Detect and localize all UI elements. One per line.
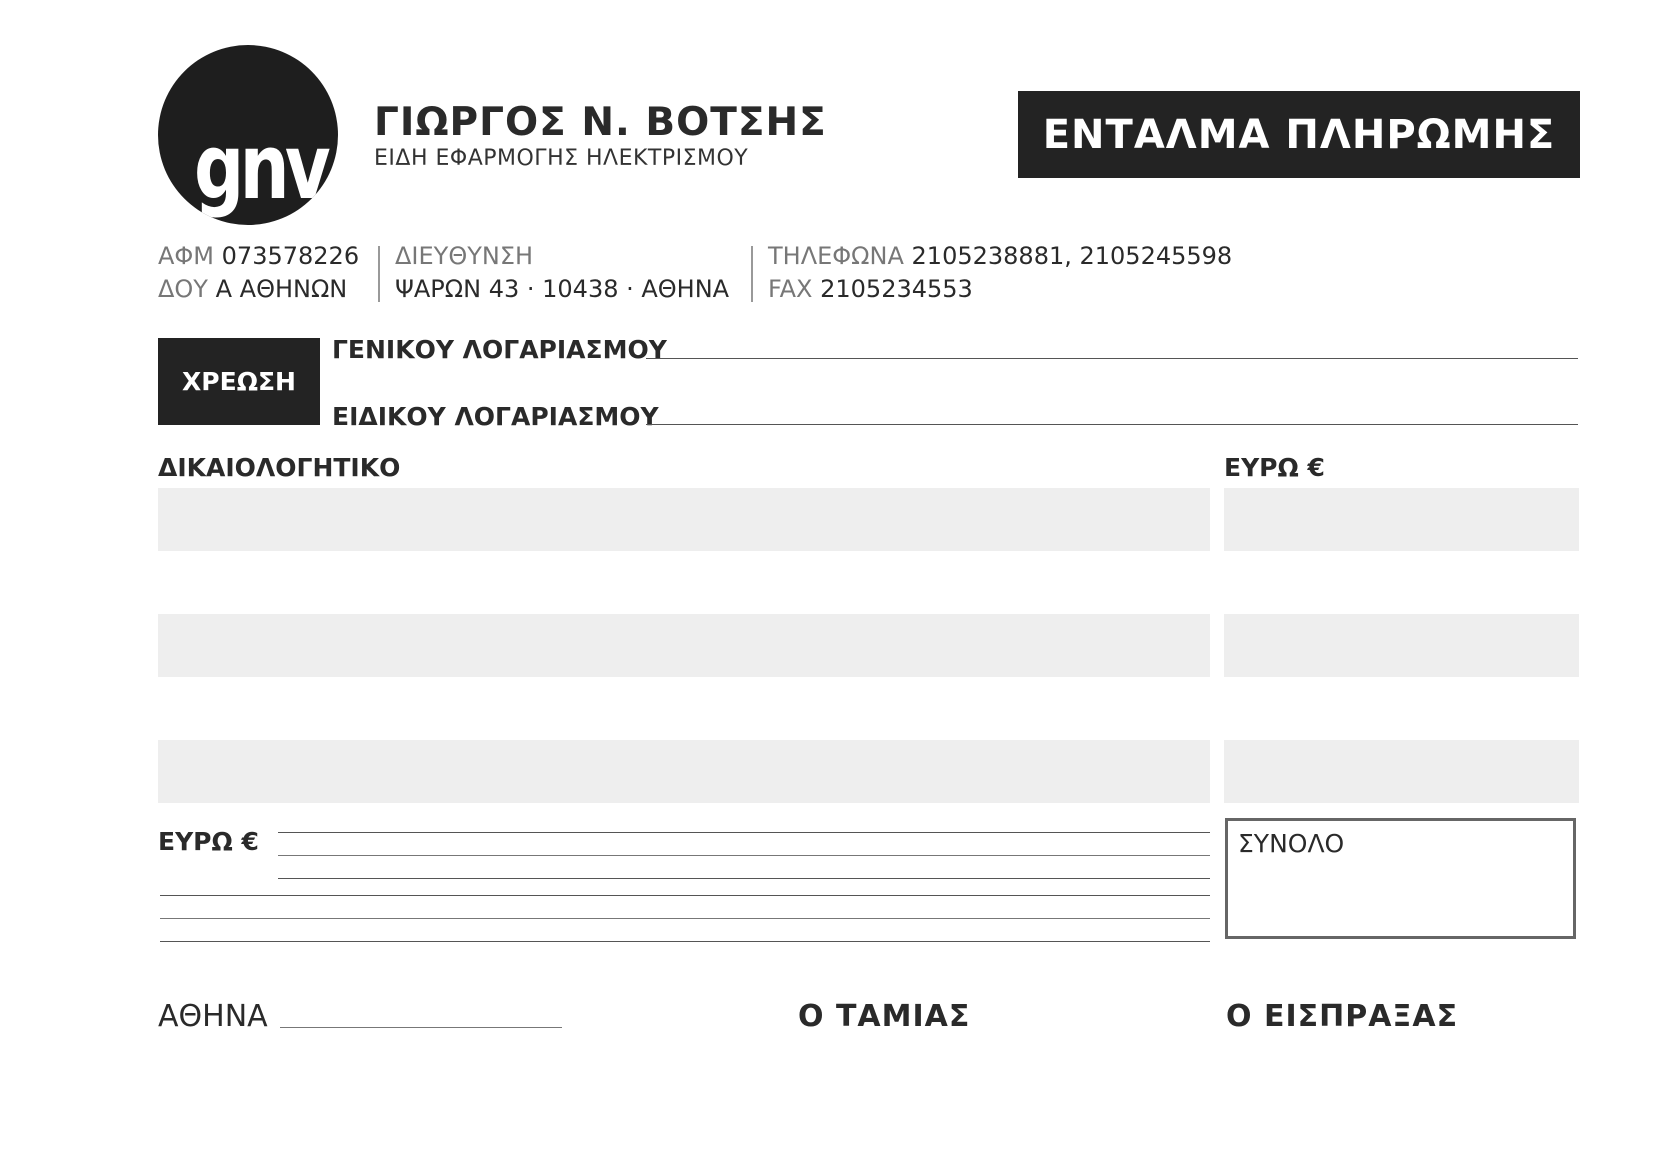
special-account-label: ΕΙΔΙΚΟΥ ΛΟΓΑΡΙΑΣΜΟΥ: [332, 402, 659, 431]
doy-label: ΔΟΥ: [158, 275, 208, 303]
info-divider: [751, 246, 753, 302]
document-cell[interactable]: [158, 614, 1210, 677]
amount-cell[interactable]: [1224, 740, 1579, 803]
phones-label: ΤΗΛΕΦΩΝΑ: [768, 242, 904, 270]
company-subtitle: ΕΙΔΗ ΕΦΑΡΜΟΓΗΣ ΗΛΕΚΤΡΙΣΜΟΥ: [374, 146, 749, 171]
amount-words-label: ΕΥΡΩ €: [158, 827, 259, 856]
tax-info: [158, 240, 359, 306]
company-logo: [158, 45, 338, 225]
special-account-line[interactable]: [646, 424, 1578, 425]
contact-info: [768, 240, 1232, 306]
company-name: ΓΙΩΡΓΟΣ Ν. ΒΟΤΣΗΣ: [374, 100, 827, 145]
amount-words-line[interactable]: [278, 878, 1210, 879]
amount-cell[interactable]: [1224, 488, 1579, 551]
amount-words-line[interactable]: [160, 895, 1210, 896]
collector-signature-label: Ο ΕΙΣΠΡΑΞΑΣ: [1226, 999, 1459, 1034]
amount-words-line[interactable]: [278, 855, 1210, 856]
phones-value: 2105238881, 2105245598: [911, 242, 1233, 270]
euro-column-header: ΕΥΡΩ €: [1224, 453, 1325, 482]
city-label: ΑΘΗΝΑ: [158, 999, 268, 1034]
general-account-label: ΓΕΝΙΚΟΥ ΛΟΓΑΡΙΑΣΜΟΥ: [332, 335, 667, 364]
total-label: ΣΥΝΟΛΟ: [1238, 829, 1345, 858]
afm-value: 073578226: [221, 242, 360, 270]
document-title: ΕΝΤΑΛΜΑ ΠΛΗΡΩΜΗΣ: [1018, 91, 1580, 178]
logo-text: gnv: [194, 115, 326, 220]
info-divider: [378, 246, 380, 302]
charge-label: ΧΡΕΩΣΗ: [158, 338, 320, 425]
address-label: ΔΙΕΥΘΥΝΣΗ: [395, 242, 534, 270]
cashier-signature-label: Ο ΤΑΜΙΑΣ: [798, 999, 971, 1034]
fax-label: FAX: [768, 275, 813, 303]
document-cell[interactable]: [158, 740, 1210, 803]
address-value: ΨΑΡΩΝ 43 · 10438 · ΑΘΗΝΑ: [395, 275, 730, 303]
address-info: [395, 240, 729, 306]
amount-words-line[interactable]: [278, 832, 1210, 833]
fax-value: 2105234553: [820, 275, 973, 303]
document-column-header: ΔΙΚΑΙΟΛΟΓΗΤΙΚΟ: [158, 453, 401, 482]
doy-value: Α ΑΘΗΝΩΝ: [215, 275, 348, 303]
amount-words-line[interactable]: [160, 918, 1210, 919]
total-box[interactable]: [1225, 818, 1576, 939]
amount-words-line[interactable]: [160, 941, 1210, 942]
amount-cell[interactable]: [1224, 614, 1579, 677]
afm-label: ΑΦΜ: [158, 242, 215, 270]
date-line[interactable]: [280, 1027, 562, 1028]
general-account-line[interactable]: [646, 358, 1578, 359]
document-cell[interactable]: [158, 488, 1210, 551]
